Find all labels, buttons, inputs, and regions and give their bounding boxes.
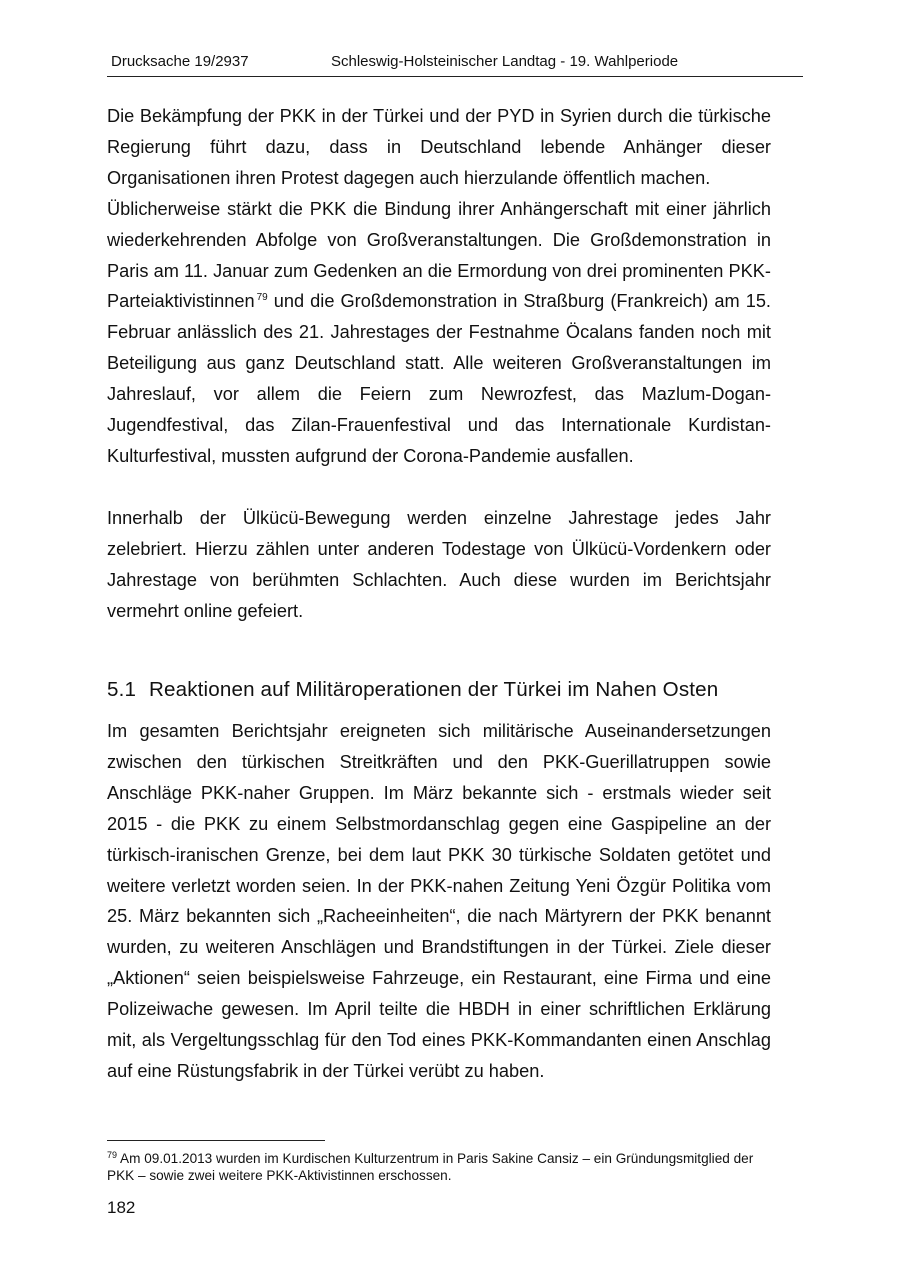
paragraph-military-operations bbox=[107, 716, 771, 1087]
footnote-rule bbox=[107, 1140, 325, 1141]
paragraph-uelkuecue bbox=[107, 503, 771, 627]
footnote-reference[interactable]: 79 bbox=[256, 292, 268, 304]
paragraph-pkk-protests bbox=[107, 101, 771, 472]
section-heading bbox=[107, 675, 797, 705]
paragraph-text bbox=[107, 194, 771, 472]
parliament-label: Schleswig-Holsteinischer Landtag - 19. Wahlperiode bbox=[331, 53, 679, 70]
footnote bbox=[107, 1150, 771, 1184]
section-number: 5.1 bbox=[107, 678, 137, 701]
paragraph-text: Innerhalb der Ülkücü-Bewegung werden einzelne Jahrestage jedes Jahr zelebriert. Hierzu zählen unter anderen Todestage von Ülkücü-Vordenkern oder Jahrestage von berühmten Schlachten. Auch diese wurden im Berichtsjahr vermehrt online gefeiert. bbox=[107, 508, 771, 621]
page-number: 182 bbox=[107, 1198, 136, 1217]
header-rule bbox=[107, 76, 803, 77]
paragraph-text-segment: Üblicherweise stärkt die PKK die Bindung ihrer Anhängerschaft mit einer jährlich wiederkehrenden Abfolge von Großveranstaltungen. Die Großdemonstration in Paris am 11. Januar zum Gedenken an die Ermordung von drei prominenten PKK-Parteiaktivistinnen bbox=[107, 198, 771, 312]
footnote-text: Am 09.01.2013 wurden im Kurdischen Kulturzentrum in Paris Sakine Cansiz – ein Gründungsmitglied der PKK – sowie zwei weitere PKK-Aktivistinnen erschossen. bbox=[107, 1151, 754, 1183]
paragraph-text: Die Bekämpfung der PKK in der Türkei und der PYD in Syrien durch die türkische Regierung führt dazu, dass in Deutschland lebende Anhänger dieser Organisationen ihren Protest dagegen auch hierzulande öffentlich machen. bbox=[107, 106, 771, 188]
footnote-marker: 79 bbox=[107, 1150, 118, 1160]
section-title: Reaktionen auf Militäroperationen der Türkei im Nahen Osten bbox=[149, 678, 719, 701]
page-header bbox=[107, 52, 803, 76]
paragraph-text: Im gesamten Berichtsjahr ereigneten sich militärische Auseinandersetzungen zwischen den türkischen Streitkräften und den PKK-Guerillatruppen sowie Anschläge PKK-naher Gruppen. Im März bekannte sich - erstmals wieder seit 2015 - die PKK zu einem Selbstmordanschlag gegen eine Gaspipeline an der türkisch-iranischen Grenze, bei dem laut PKK 30 türkische Soldaten getötet und weitere verletzt worden seien. In der PKK-nahen Zeitung Yeni Özgür Politika vom 25. März bekannten sich „Racheeinheiten“, die nach Märtyrern der PKK benannt wurden, zu weiteren Anschlägen und Brandstiftungen in der Türkei. Ziele dieser „Aktionen“ seien beispielsweise Fahrzeuge, ein Restaurant, eine Firma und eine Polizeiwache gewesen. Im April teilte die HBDH in einer schriftlichen Erklärung mit, als Vergeltungsschlag für den Tod eines PKK-Kommandanten einen Anschlag auf eine Rüstungsfabrik in der Türkei verübt zu haben. bbox=[107, 721, 771, 1081]
paragraph-text-segment: und die Großdemonstration in Straßburg (Frankreich) am 15. Februar anlässlich des 21. Jahrestages der Festnahme Öcalans fanden noch mit Beteiligung aus ganz Deutschland statt. Alle weiteren Großveranstaltungen im Jahreslauf, vor allem die Feiern zum Newrozfest, das Mazlum-Dogan-Jugendfestival, das Zilan-Frauenfestival und das Internationale Kurdistan-Kulturfestival, mussten aufgrund der Corona-Pandemie ausfallen. bbox=[107, 291, 771, 466]
document-id: Drucksache 19/2937 bbox=[111, 53, 249, 70]
